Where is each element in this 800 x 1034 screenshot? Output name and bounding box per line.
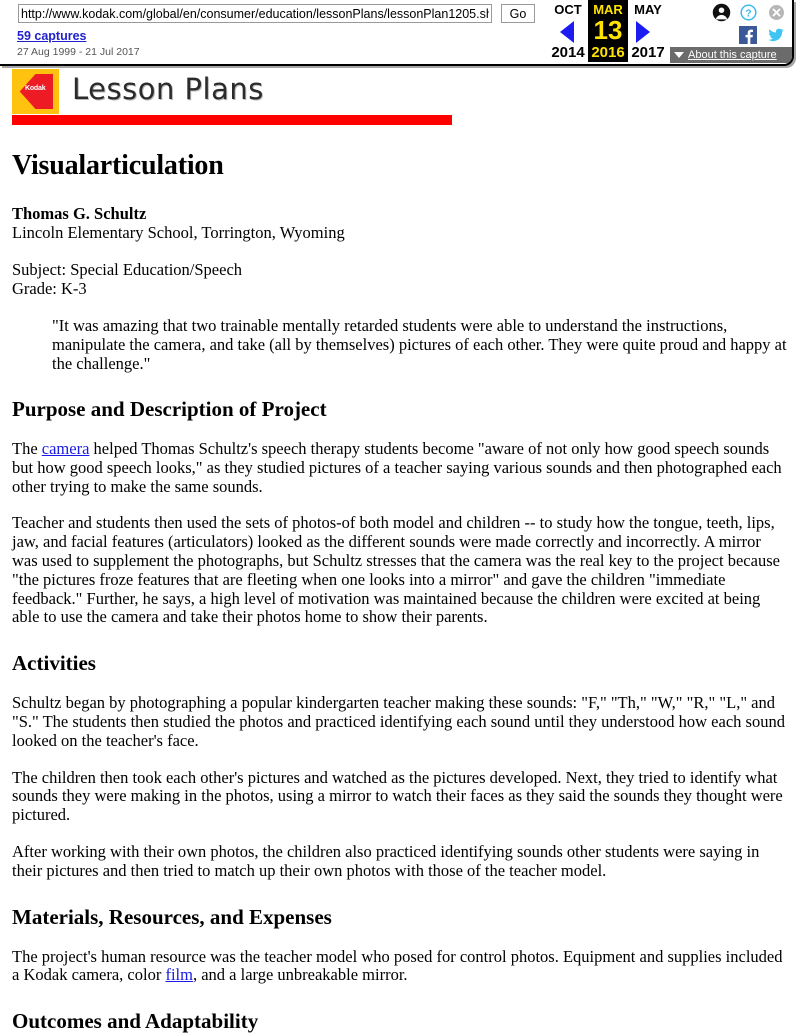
section-heading: Outcomes and Adaptability xyxy=(12,1009,259,1034)
next-capture-arrow-icon[interactable] xyxy=(636,21,650,43)
prev-capture-column[interactable] xyxy=(548,0,588,62)
user-account-icon[interactable] xyxy=(712,3,731,22)
lesson-plan-article xyxy=(0,150,800,1034)
captures-date-range: 27 Aug 1999 - 21 Jul 2017 xyxy=(17,46,140,58)
banner-title: Lesson Plans xyxy=(72,72,264,106)
section-heading: Materials, Resources, and Expenses xyxy=(12,904,332,929)
go-button[interactable]: Go xyxy=(501,4,535,23)
wayback-toolbar xyxy=(0,0,794,66)
chevron-down-icon xyxy=(674,52,684,58)
prev-capture-year: 2014 xyxy=(551,44,585,61)
close-x-icon[interactable] xyxy=(768,4,785,21)
body-paragraph: The project's human resource was the teacher model who posed for control photos. Equipment and supplies included a Kodak camera, color film, and a large unbreakable mirror. xyxy=(12,946,783,985)
current-capture-column xyxy=(588,0,628,62)
kodak-wordmark: Kodak xyxy=(25,85,46,92)
author-name: Thomas G. Schultz xyxy=(12,204,147,223)
current-capture-month: MAR xyxy=(593,2,623,17)
about-this-capture-label: About this capture xyxy=(688,49,777,61)
svg-text:?: ? xyxy=(745,8,752,20)
captures-info xyxy=(17,29,140,58)
grade-line: Grade: K-3 xyxy=(12,279,87,298)
next-capture-column[interactable] xyxy=(628,0,668,62)
banner-red-rule xyxy=(12,115,452,125)
facebook-share-icon[interactable] xyxy=(739,26,757,44)
next-capture-month: MAY xyxy=(634,2,662,17)
kodak-lesson-plans-banner xyxy=(12,66,800,126)
prev-capture-arrow-icon[interactable] xyxy=(560,21,574,43)
next-capture-year: 2017 xyxy=(631,44,665,61)
body-paragraph: After working with their own photos, the children also practiced identifying sounds other students were saying in their pictures and then tried to match up their own photos with those of the teacher model. xyxy=(12,841,760,880)
about-this-capture-button[interactable] xyxy=(670,47,792,63)
body-paragraph: Schultz began by photographing a popular kindergarten teacher making these sounds: "F," "Th," "W," "R," "L," and "S." The students then studied the photos and practiced identifying each sound until they understood how each sound looked on the teacher's face. xyxy=(12,693,785,750)
pull-quote: "It was amazing that two trainable mentally retarded students were able to understand the instructions, manipulate the camera, and take (all by themselves) pictures of each other. They were quite proud and happy at the challenge." xyxy=(52,316,787,373)
inline-link-film[interactable]: film xyxy=(165,965,193,985)
body-paragraph: The children then took each other's pictures and watched as the pictures developed. Next, they tried to identify what sounds they were making in the photos, using a mirror to watch their faces as they said the sounds they thought were pictured. xyxy=(12,767,783,825)
article-sections xyxy=(12,397,788,1034)
captures-count-link[interactable]: 59 captures xyxy=(17,29,87,43)
section-heading: Purpose and Description of Project xyxy=(12,397,327,421)
inline-link-camera[interactable]: camera xyxy=(41,439,90,458)
page-content xyxy=(0,66,800,1034)
page-title: Visualarticulation xyxy=(12,150,224,181)
url-bar-row xyxy=(18,4,535,23)
url-input[interactable] xyxy=(18,4,492,23)
capture-date-navigator xyxy=(548,0,668,62)
twitter-share-icon[interactable] xyxy=(767,26,785,44)
help-question-icon[interactable] xyxy=(740,4,757,21)
section-heading: Activities xyxy=(12,651,96,676)
prev-capture-month: OCT xyxy=(554,2,582,17)
current-capture-day: 13 xyxy=(593,15,623,45)
body-paragraph: Teacher and students then used the sets of photos-of both model and children -- to study how the tongue, teeth, lips, jaw, and facial features (articulators) looked as the different sounds were made correctly and incorrectly. A mirror was used to supplement the photographs, but Schultz stresses that the camera was the real key to the project because "the pictures froze features that are fleeting when one looks into a mirror" and gave the children "immediate feedback." Further, he says, a high level of motivation was maintained because the children were excited at being able to use the camera and take their photos home to show their parents. xyxy=(12,513,780,627)
lesson-meta xyxy=(12,260,788,298)
toolbar-icon-cluster xyxy=(706,2,792,48)
body-paragraph: The camera helped Thomas Schultz's speech therapy students become "aware of not only how good speech sounds but how good speech looks," as they studied pictures of a teacher saying various sounds and then photographed each other trying to make the same sounds. xyxy=(12,439,782,496)
author-school: Lincoln Elementary School, Torrington, Wyoming xyxy=(12,223,345,242)
kodak-logo xyxy=(12,69,59,114)
subject-line: Subject: Special Education/Speech xyxy=(12,260,243,279)
current-capture-year: 2016 xyxy=(591,44,625,61)
